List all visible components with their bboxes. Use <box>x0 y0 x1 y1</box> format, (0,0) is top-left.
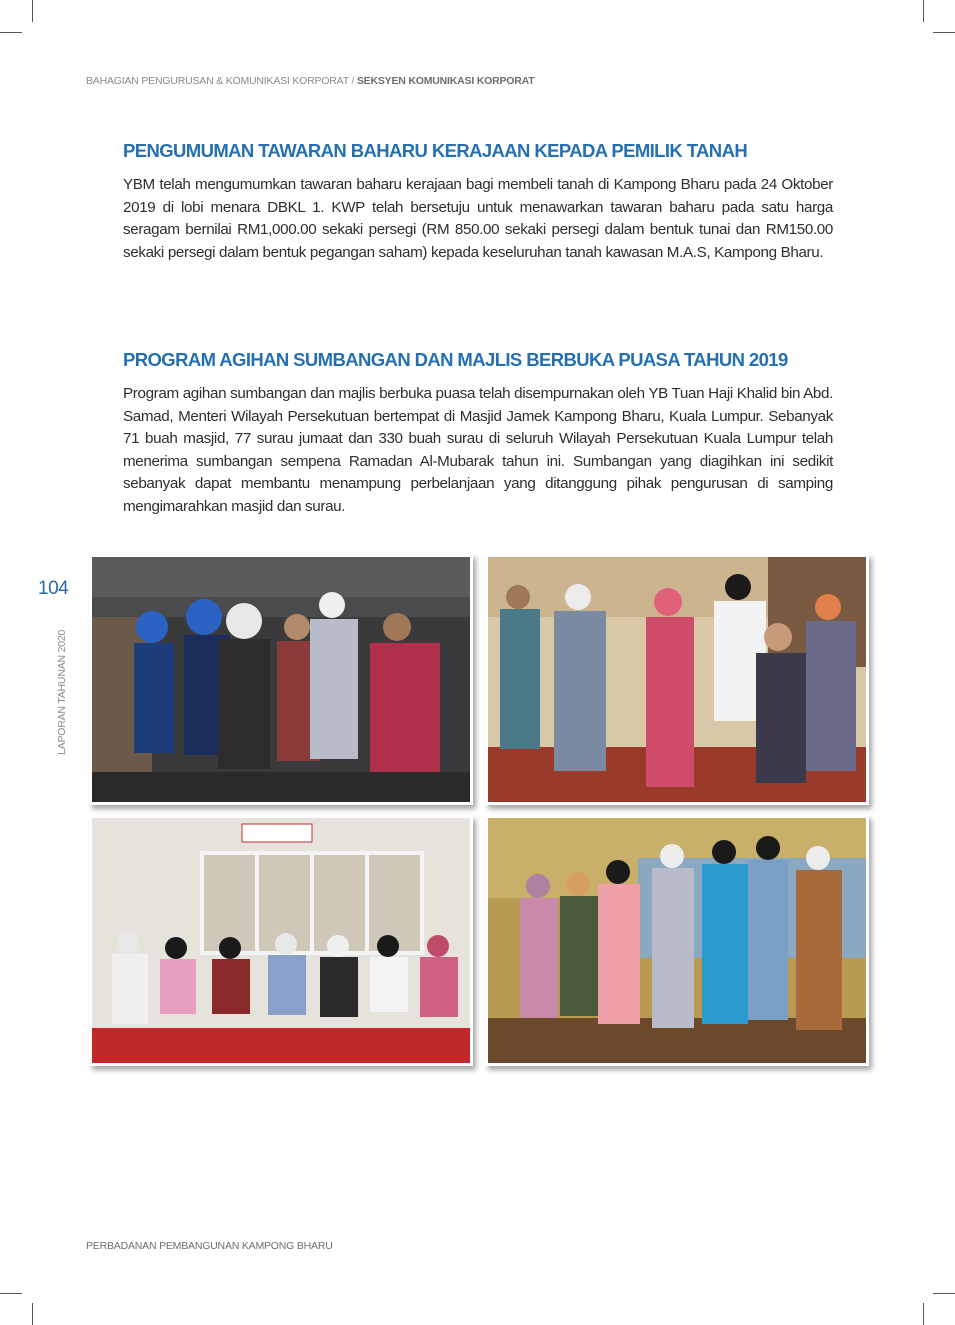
section-land-offer <box>123 140 833 264</box>
crop-mark <box>32 1303 33 1325</box>
crop-mark <box>933 32 955 33</box>
page-number: 104 <box>38 578 69 599</box>
section-title: PENGUMUMAN TAWARAN BAHARU KERAJAAN KEPADA PEMILIK TANAH <box>123 140 748 161</box>
header-separator: / <box>351 75 355 87</box>
running-head <box>86 75 534 87</box>
photo-crowd-distribution <box>89 554 473 805</box>
header-department: BAHAGIAN PENGURUSAN & KOMUNIKASI KORPORAT <box>86 75 349 87</box>
crop-mark <box>933 1293 955 1294</box>
section-body: Program agihan sumbangan dan majlis berbuka puasa telah disempurnakan oleh YB Tuan Haji Khalid bin Abd. Samad, Menteri Wilayah Persekutuan bertempat di Masjid Jamek Kampong Bharu, Kuala Lumpur. Sebanyak 71 buah masjid, 77 surau jumaat dan 330 buah surau di seluruh Wilayah Persekutuan Kuala Lumpur telah menerima sumbangan sempena Ramadan Al-Mubarak tahun ini. Sumbangan yang diagihkan ini sedikit sebanyak dapat membantu menampung perbelanjaan yang ditanggung pihak pengurusan di samping mengimarahkan masjid dan surau. <box>123 385 833 515</box>
crop-mark <box>0 1293 22 1294</box>
crop-mark <box>923 1303 924 1325</box>
crop-mark <box>32 0 33 22</box>
photo-image <box>488 557 866 802</box>
photo-donation-handover <box>485 554 869 805</box>
photo-image <box>92 818 470 1063</box>
photo-seated-group <box>89 815 473 1066</box>
photo-stage-ceremony <box>485 815 869 1066</box>
footer: PERBADANAN PEMBANGUNAN KAMPONG BHARU <box>86 1240 333 1252</box>
photo-image <box>488 818 866 1063</box>
section-title: PROGRAM AGIHAN SUMBANGAN DAN MAJLIS BERBUKA PUASA TAHUN 2019 <box>123 349 788 370</box>
header-section: SEKSYEN KOMUNIKASI KORPORAT <box>356 75 535 87</box>
side-label: LAPORAN TAHUNAN 2020 <box>56 629 68 755</box>
crop-mark <box>0 32 22 33</box>
photo-image <box>92 557 470 802</box>
crop-mark <box>923 0 924 22</box>
section-body: YBM telah mengumumkan tawaran baharu kerajaan bagi membeli tanah di Kampong Bharu pada 24 Oktober 2019 di lobi menara DBKL 1. KWP telah bersetuju untuk menawarkan tawaran baharu pada satu harga seragam bernilai RM1,000.00 sekaki persegi (RM 850.00 sekaki persegi dalam bentuk tunai dan RM150.00 sekaki persegi dalam bentuk pegangan saham) kepada keseluruhan tanah kawasan M.A.S, Kampong Bharu. <box>123 176 833 261</box>
section-ramadan-program <box>123 349 833 519</box>
